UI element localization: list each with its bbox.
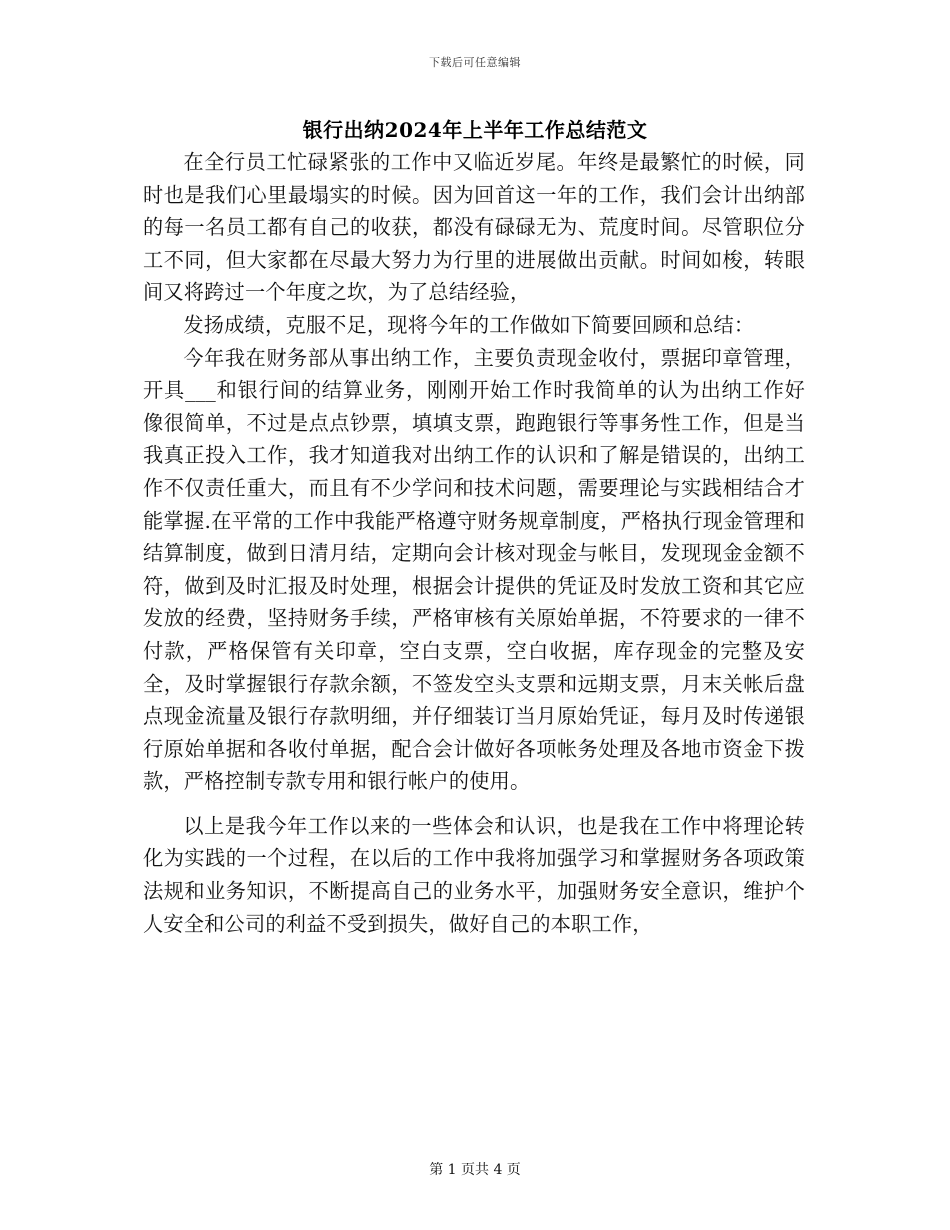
header-note: 下载后可任意编辑 <box>429 56 521 69</box>
paragraph-conclusion: 以上是我今年工作以来的一些体会和认识，也是我在工作中将理论转化为实践的一个过程，在以后的工作中我将加强学习和掌握财务各项政策法规和业务知识，不断提高自己的业务水平，加强财务安全意识，维护个人安全和公司的利益不受到损失，做好自己的本职工作， <box>143 813 805 936</box>
document-body <box>143 146 805 940</box>
paragraph-intro: 在全行员工忙碌紧张的工作中又临近岁尾。年终是最繁忙的时候，同时也是我们心里最塌实的时候。因为回首这一年的工作，我们会计出纳部的每一名员工都有自己的收获，都没有碌碌无为、荒度时间。尽管职位分工不同，但大家都在尽最大努力为行里的进展做出贡献。时间如梭，转眼间又将跨过一个年度之坎，为了总结经验， <box>143 150 805 305</box>
document-title: 银行出纳2024年上半年工作总结范文 <box>302 118 648 142</box>
paragraph-work-details: 今年我在财务部从事出纳工作，主要负责现金收付，票据印章管理，开具___和银行间的结算业务，刚刚开始工作时我简单的认为出纳工作好像很简单，不过是点点钞票，填填支票，跑跑银行等事务性工作，但是当我真正投入工作，我才知道我对出纳工作的认识和了解是错误的，出纳工作不仅责任重大，而且有不少学问和技术问题，需要理论与实践相结合才能掌握.在平常的工作中我能严格遵守财务规章制度，严格执行现金管理和结算制度，做到日清月结，定期向会计核对现金与帐目，发现现金金额不符，做到及时汇报及时处理，根据会计提供的凭证及时发放工资和其它应发放的经费，坚持财务手续，严格审核有关原始单据，不符要求的一律不付款，严格保管有关印章，空白支票，空白收据，库存现金的完整及安全，及时掌握银行存款余额，不签发空头支票和远期支票，月末关帐后盘点现金流量及银行存款明细，并仔细装订当月原始凭证，每月及时传递银行原始单据和各收付单据，配合会计做好各项帐务处理及各地市资金下拨款，严格控制专款专用和银行帐户的使用。 <box>143 345 805 794</box>
page-number-footer: 第 1 页共 4 页 <box>429 1162 521 1178</box>
paragraph-summary-lead: 发扬成绩，克服不足，现将今年的工作做如下简要回顾和总结： <box>183 312 755 337</box>
